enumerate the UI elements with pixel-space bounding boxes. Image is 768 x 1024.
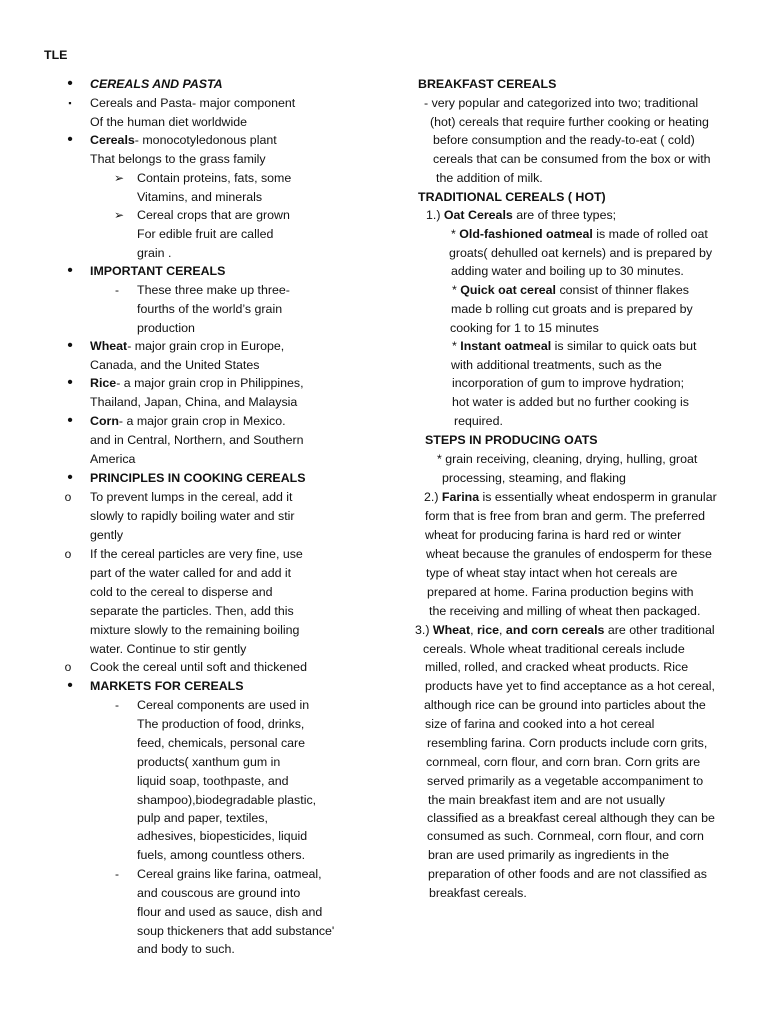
cereals-definition bbox=[90, 131, 277, 149]
text-line: and couscous are ground into bbox=[137, 886, 301, 900]
term-wheat: Wheat bbox=[90, 339, 128, 353]
text-line: To prevent lumps in the cereal, add it bbox=[90, 490, 293, 504]
text-line: liquid soap, toothpaste, and bbox=[137, 774, 289, 788]
text-line: cereals that can be consumed from the box or with bbox=[433, 152, 711, 166]
term-farina: Farina bbox=[441, 490, 480, 504]
bullet-dash: - bbox=[115, 283, 119, 297]
text-line: form that is free from bran and germ. The preferred bbox=[425, 509, 706, 523]
number-prefix: 1.) bbox=[426, 208, 444, 222]
text-line: resembling farina. Corn products include corn grits, bbox=[427, 736, 708, 750]
text-line: and in Central, Northern, and Southern bbox=[90, 433, 304, 447]
text-line: soup thickeners that add substance' bbox=[137, 924, 335, 938]
text-span: , bbox=[470, 623, 477, 637]
heading-important-cereals: IMPORTANT CEREALS bbox=[90, 264, 226, 278]
number-prefix: 2.) bbox=[424, 490, 442, 504]
text-line: fuels, among countless others. bbox=[137, 848, 306, 862]
text-line: slowly to rapidly boiling water and stir bbox=[90, 509, 295, 523]
text-line: The production of food, drinks, bbox=[137, 717, 305, 731]
heading-traditional-cereals: TRADITIONAL CEREALS ( HOT) bbox=[418, 190, 606, 204]
text-line: production bbox=[137, 321, 195, 335]
term-and-corn-cereals: and corn cereals bbox=[505, 623, 605, 637]
asterisk: * bbox=[452, 339, 461, 353]
bullet-dot: • bbox=[67, 374, 73, 391]
text-line: breakfast cereals. bbox=[429, 886, 527, 900]
text-line: cooking for 1 to 15 minutes bbox=[450, 321, 599, 335]
text-line: If the cereal particles are very fine, use bbox=[90, 547, 303, 561]
asterisk: * bbox=[452, 283, 461, 297]
text-line: made b rolling cut groats and is prepared by bbox=[451, 302, 693, 316]
text-line: cornmeal, corn flour, and corn bran. Corn grits are bbox=[426, 755, 701, 769]
asterisk: * bbox=[451, 227, 460, 241]
text-span: is similar to quick oats but bbox=[551, 339, 697, 353]
text-line: Canada, and the United States bbox=[90, 358, 260, 372]
text-line: size of farina and cooked into a hot cereal bbox=[425, 717, 655, 731]
text-line: grain . bbox=[137, 246, 172, 260]
text-line: For edible fruit are called bbox=[137, 227, 274, 241]
text-line: adhesives, biopesticides, liquid bbox=[137, 829, 308, 843]
farina-item bbox=[424, 488, 717, 506]
text-line: hot water is added but no further cooking is bbox=[452, 395, 689, 409]
text-line: cold to the cereal to disperse and bbox=[90, 585, 273, 599]
bullet-dot: • bbox=[67, 131, 73, 148]
text-line: Cereal grains like farina, oatmeal, bbox=[137, 867, 322, 881]
term-cereals: Cereals bbox=[90, 133, 135, 147]
text-line: Cereal crops that are grown bbox=[137, 208, 290, 222]
text-line: gently bbox=[90, 528, 124, 542]
bullet-dot: • bbox=[67, 75, 73, 92]
text-line: Cereals and Pasta- major component bbox=[90, 96, 296, 110]
bullet-dash: - bbox=[115, 867, 119, 881]
text-line: and body to such. bbox=[137, 942, 235, 956]
text-line: wheat for producing farina is hard red or winter bbox=[425, 528, 682, 542]
text-line: classified as a breakfast cereal although they can be bbox=[427, 811, 715, 825]
text-line: - very popular and categorized into two; traditional bbox=[424, 96, 699, 110]
document-title: TLE bbox=[44, 48, 68, 62]
bullet-dot: • bbox=[67, 677, 73, 694]
quick-oat-item bbox=[452, 281, 689, 299]
term-rice: rice bbox=[476, 623, 500, 637]
bullet-arrow: ➢ bbox=[113, 171, 125, 185]
wheat-item bbox=[90, 337, 284, 355]
text-line: Thailand, Japan, China, and Malaysia bbox=[90, 395, 298, 409]
bullet-circle: o bbox=[64, 660, 72, 674]
heading-breakfast-cereals: BREAKFAST CEREALS bbox=[418, 77, 557, 91]
text-line: Of the human diet worldwide bbox=[90, 115, 248, 129]
text-span: - major grain crop in Europe, bbox=[127, 339, 285, 353]
text-span: is made of rolled oat bbox=[592, 227, 708, 241]
bullet-dot: • bbox=[67, 262, 73, 279]
text-line: type of wheat stay intact when hot cereals are bbox=[426, 566, 678, 580]
bullet-dot: • bbox=[67, 469, 73, 486]
number-prefix: 3.) bbox=[415, 623, 433, 637]
text-line: the main breakfast item and are not usually bbox=[428, 793, 665, 807]
text-line: feed, chemicals, personal care bbox=[137, 736, 306, 750]
text-span: consist of thinner flakes bbox=[556, 283, 689, 297]
bullet-arrow: ➢ bbox=[113, 208, 125, 222]
bullet-circle: o bbox=[64, 547, 72, 561]
text-line: That belongs to the grass family bbox=[90, 152, 266, 166]
text-line: products( xanthum gum in bbox=[137, 755, 281, 769]
text-line: (hot) cereals that require further cooking or heating bbox=[430, 115, 709, 129]
text-line: America bbox=[90, 452, 136, 466]
text-span: is essentially wheat endosperm in granular bbox=[479, 490, 717, 504]
text-line: * grain receiving, cleaning, drying, hulling, groat bbox=[437, 452, 698, 466]
heading-principles: PRINCIPLES IN COOKING CEREALS bbox=[90, 471, 306, 485]
text-line: consumed as such. Cornmeal, corn flour, and corn bbox=[427, 829, 704, 843]
text-line: These three make up three- bbox=[137, 283, 290, 297]
text-line: milled, rolled, and cracked wheat products. Rice bbox=[425, 660, 689, 674]
text-line: bran are used primarily as ingredients in the bbox=[428, 848, 670, 862]
text-line: the receiving and milling of wheat then packaged. bbox=[429, 604, 701, 618]
text-span: are other traditional bbox=[604, 623, 715, 637]
text-line: the addition of milk. bbox=[436, 171, 543, 185]
text-line: cereals. Whole wheat traditional cereals include bbox=[423, 642, 685, 656]
text-span: - monocotyledonous plant bbox=[134, 133, 277, 147]
text-line: Contain proteins, fats, some bbox=[137, 171, 292, 185]
text-line: adding water and boiling up to 30 minutes. bbox=[451, 264, 684, 278]
bullet-dot: • bbox=[67, 412, 73, 429]
oat-cereals-item bbox=[426, 206, 616, 224]
text-line: Vitamins, and minerals bbox=[137, 190, 263, 204]
bullet-square: ▪ bbox=[68, 98, 72, 108]
text-line: served primarily as a vegetable accompaniment to bbox=[427, 774, 704, 788]
term-quick-oat-cereal: Quick oat cereal bbox=[460, 283, 556, 297]
text-line: pulp and paper, textiles, bbox=[137, 811, 268, 825]
text-span: - a major grain crop in Philippines, bbox=[116, 376, 304, 390]
text-line: water. Continue to stir gently bbox=[90, 642, 247, 656]
text-line: incorporation of gum to improve hydration; bbox=[452, 376, 685, 390]
text-line: groats( dehulled oat kernels) and is prepared by bbox=[449, 246, 713, 260]
text-line: although rice can be ground into particles about the bbox=[424, 698, 706, 712]
text-line: flour and used as sauce, dish and bbox=[137, 905, 323, 919]
term-instant-oatmeal: Instant oatmeal bbox=[460, 339, 552, 353]
text-line: shampoo),biodegradable plastic, bbox=[137, 793, 317, 807]
text-span: - a major grain crop in Mexico. bbox=[118, 414, 286, 428]
term-oat-cereals: Oat Cereals bbox=[443, 208, 513, 222]
heading-cereals-and-pasta: CEREALS AND PASTA bbox=[90, 77, 223, 91]
text-span: , bbox=[499, 623, 506, 637]
text-line: Cereal components are used in bbox=[137, 698, 310, 712]
text-line: preparation of other foods and are not classified as bbox=[428, 867, 707, 881]
text-line: required. bbox=[454, 414, 503, 428]
rice-item bbox=[90, 374, 304, 392]
term-rice: Rice bbox=[90, 376, 117, 390]
bullet-circle: o bbox=[64, 490, 72, 504]
text-line: fourths of the world’s grain bbox=[137, 302, 283, 316]
heading-markets: MARKETS FOR CEREALS bbox=[90, 679, 244, 693]
text-line: with additional treatments, such as the bbox=[451, 358, 662, 372]
text-line: Cook the cereal until soft and thickened bbox=[90, 660, 307, 674]
wheat-rice-corn-item bbox=[415, 621, 715, 639]
text-line: before consumption and the ready-to-eat ( cold) bbox=[433, 133, 695, 147]
corn-item bbox=[90, 412, 286, 430]
instant-oatmeal-item bbox=[452, 337, 696, 355]
text-line: wheat because the granules of endosperm for these bbox=[426, 547, 712, 561]
text-line: part of the water called for and add it bbox=[90, 566, 292, 580]
text-line: separate the particles. Then, add this bbox=[90, 604, 294, 618]
term-wheat: Wheat bbox=[432, 623, 471, 637]
term-old-fashioned-oatmeal: Old-fashioned oatmeal bbox=[459, 227, 593, 241]
text-line: processing, steaming, and flaking bbox=[442, 471, 626, 485]
text-line: prepared at home. Farina production begins with bbox=[427, 585, 694, 599]
bullet-dot: • bbox=[67, 337, 73, 354]
bullet-dash: - bbox=[115, 698, 119, 712]
term-corn: Corn bbox=[90, 414, 119, 428]
text-span: are of three types; bbox=[512, 208, 617, 222]
heading-steps-producing-oats: STEPS IN PRODUCING OATS bbox=[425, 433, 598, 447]
text-line: products have yet to find acceptance as a hot cereal, bbox=[425, 679, 715, 693]
text-line: mixture slowly to the remaining boiling bbox=[90, 623, 300, 637]
old-fashioned-item bbox=[451, 225, 708, 243]
